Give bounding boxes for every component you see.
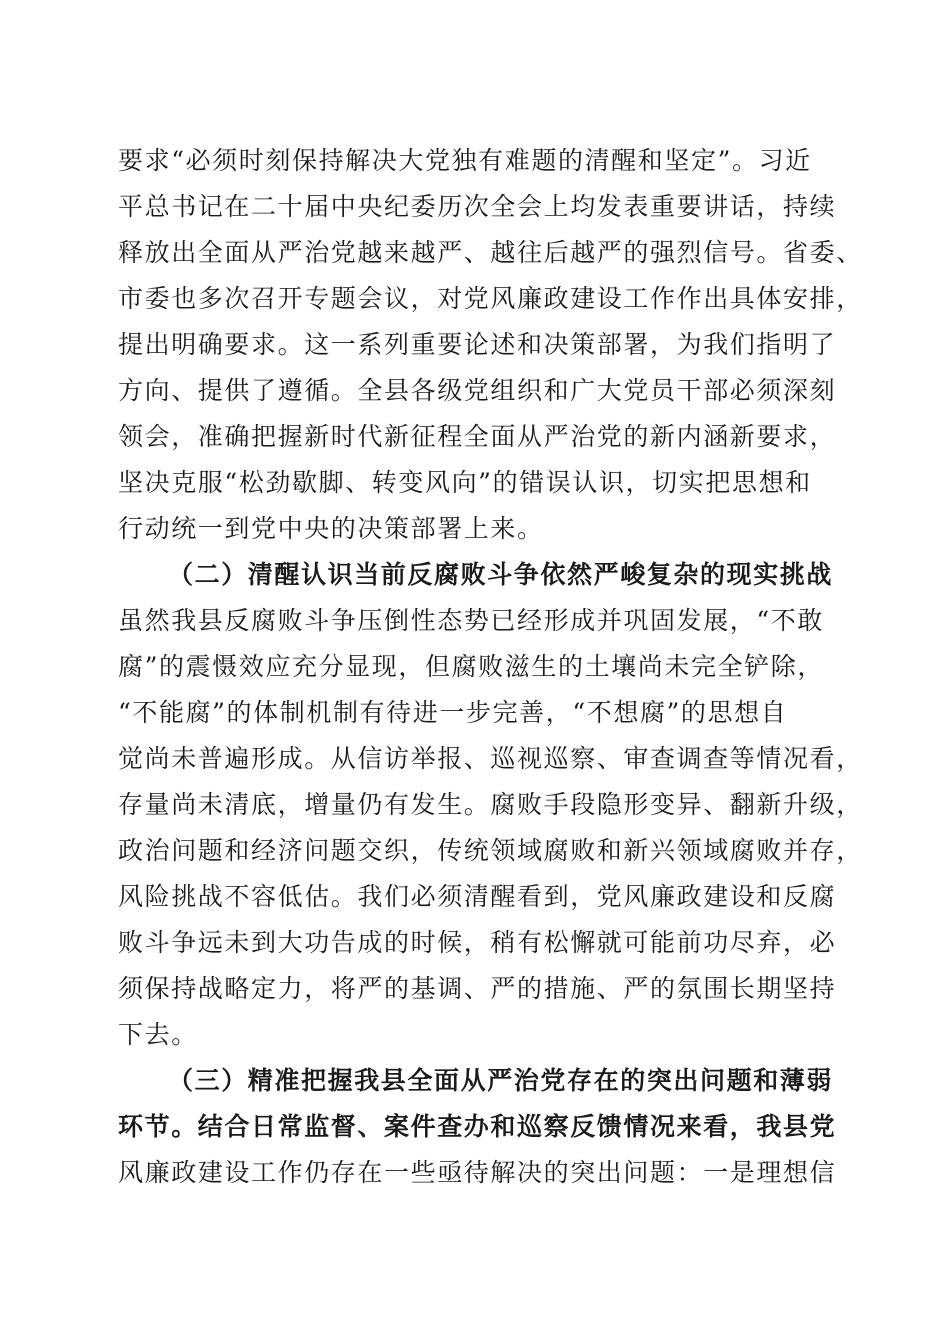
text-line: 释放出全面从严治党越来越严、越往后越严的强烈信号。省委、 — [118, 238, 863, 267]
text-line: 坚决克服“松劲歇脚、转变风向”的错误认识，切实把思想和 — [118, 468, 812, 497]
text-line: 提出明确要求。这一系列重要论述和决策部署，为我们指明了 — [118, 330, 837, 359]
text-line: 下去。 — [118, 1020, 198, 1049]
text-line: 要求“必须时刻保持解决大党独有难题的清醒和坚定”。习近 — [118, 146, 812, 175]
text-line: 政治问题和经济问题交织，传统领域腐败和新兴领域腐败并存， — [118, 836, 863, 865]
section-heading-3-continued: 环节。结合日常监督、案件查办和巡察反馈情况来看，我县党 — [118, 1112, 837, 1141]
text-line: “不能腐”的体制机制有待进一步完善，“不想腐”的思想自 — [118, 698, 788, 727]
section-heading-2: （二）清醒认识当前反腐败斗争依然严峻复杂的现实挑战 — [168, 560, 834, 589]
text-line: 市委也多次召开专题会议，对党风廉政建设工作作出具体安排， — [118, 284, 863, 313]
text-line: 觉尚未普遍形成。从信访举报、巡视巡察、审查调查等情况看， — [118, 744, 863, 773]
section-heading-3: （三）精准把握我县全面从严治党存在的突出问题和薄弱 — [168, 1066, 834, 1095]
text-line: 风险挑战不容低估。我们必须清醒看到，党风廉政建设和反腐 — [118, 882, 837, 911]
text-line: 行动统一到党中央的决策部署上来。 — [118, 514, 544, 543]
text-line: 平总书记在二十届中央纪委历次全会上均发表重要讲话，持续 — [118, 192, 837, 221]
text-line: 腐”的震慑效应充分显现，但腐败滋生的土壤尚未完全铲除， — [118, 652, 824, 681]
text-line: 领会，准确把握新时代新征程全面从严治党的新内涵新要求， — [118, 422, 837, 451]
text-line: 方向、提供了遵循。全县各级党组织和广大党员干部必须深刻 — [118, 376, 837, 405]
text-line: 须保持战略定力，将严的基调、严的措施、严的氛围长期坚持 — [118, 974, 837, 1003]
text-line: 存量尚未清底，增量仍有发生。腐败手段隐形变异、翻新升级， — [118, 790, 863, 819]
text-line: 风廉政建设工作仍存在一些亟待解决的突出问题：一是理想信 — [118, 1158, 837, 1187]
text-line: 败斗争远未到大功告成的时候，稍有松懈就可能前功尽弃，必 — [118, 928, 837, 957]
text-line: 虽然我县反腐败斗争压倒性态势已经形成并巩固发展，“不敢 — [118, 606, 824, 635]
